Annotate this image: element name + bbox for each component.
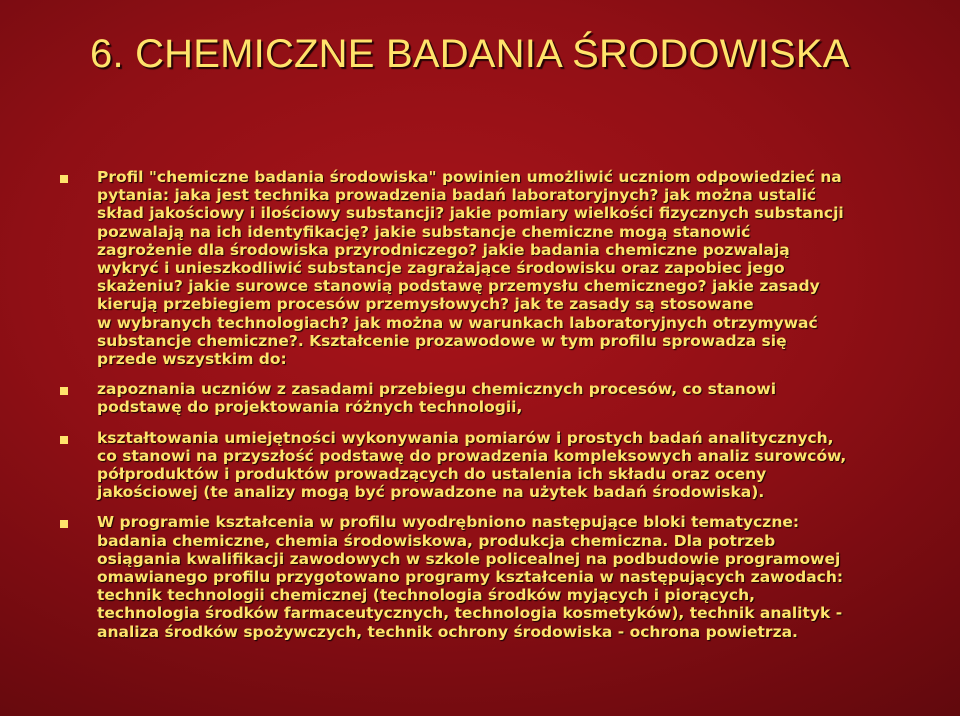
bullet-text: kształtowania umiejętności wykonywania pomiarów i prostych badań analitycznych, co stanowi na przyszłość podstawę do prowadzenia kompleksowych analiz surowców, półproduktów i produktów prowadzących do ustalenia ich składu oraz oceny jakościowej (te analizy mogą być prowadzone na użytek badań środowiska). — [97, 428, 847, 502]
bullet-item — [60, 513, 910, 640]
bullet-text: zapoznania uczniów z zasadami przebiegu chemicznych procesów, co stanowi podstawę do projektowania różnych technologii, — [97, 380, 777, 417]
square-bullet-icon — [60, 387, 68, 395]
bullet-text: W programie kształcenia w profilu wyodrębniono następujące bloki tematyczne: badania chemiczne, chemia środowiskowa, produkcja chemiczna. Dla potrzeb osiągania kwalifikacji zawodowych w szkole policealnej na podbudowie programowej omawianego profilu przygotowano programy kształcenia w następujących zawodach: technik technologii chemicznej (technologia środków myjących i piorących, technologia środków farmaceutycznych, technologia kosmetyków), technik analityk - analiza środków spożywczych, technik ochrony środowiska - ochrona powietrza. — [97, 513, 844, 641]
bullet-item — [60, 380, 910, 416]
square-bullet-icon — [60, 436, 68, 444]
square-bullet-icon — [60, 520, 68, 528]
bullet-item — [60, 168, 910, 368]
bullet-list — [60, 168, 910, 651]
bullet-item — [60, 429, 910, 502]
square-bullet-icon — [60, 175, 68, 183]
slide-title: 6. CHEMICZNE BADANIA ŚRODOWISKA — [90, 32, 850, 76]
bullet-text: Profil "chemiczne badania środowiska" powinien umożliwić uczniom odpowiedzieć na pytania: jaka jest technika prowadzenia badań laboratoryjnych? jak można ustalić skład jakościowy i ilościowy substancji? jakie pomiary wielkości fizycznych substancji pozwalają na ich identyfikację? jakie substancje chemiczne mogą stanowić zagrożenie dla środowiska przyrodniczego? jakie badania chemiczne pozwalają wykryć i unieszkodliwić substancje zagrażające środowisku oraz zapobiec jego skażeniu? jakie surowce stanowią podstawę przemysłu chemicznego? jakie zasady kierują przebiegiem procesów przemysłowych? jak te zasady są stosowane w wybranych technologiach? jak można w warunkach laboratoryjnych otrzymywać substancje chemiczne?. Kształcenie prozawodowe w tym profilu sprowadza się przede wszystkim do: — [97, 168, 844, 369]
